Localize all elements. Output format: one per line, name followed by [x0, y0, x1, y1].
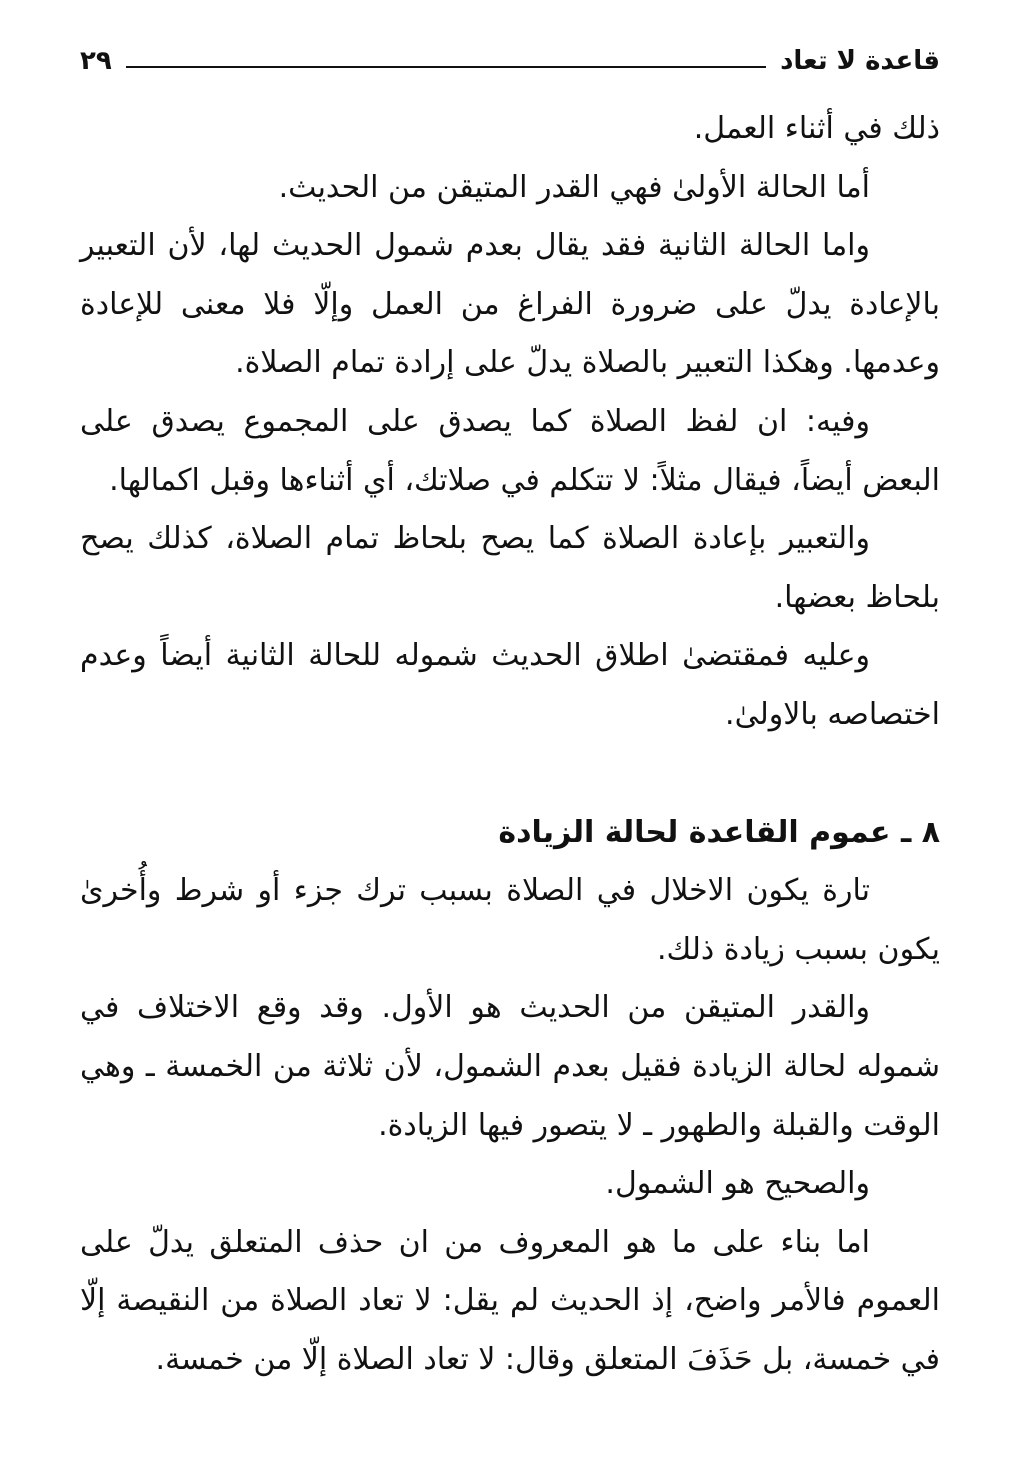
paragraph: وعليه فمقتضىٰ اطلاق الحديث شموله للحالة الثانية أيضاً وعدم اختصاصه بالاولىٰ.: [80, 638, 940, 732]
running-header: [80, 38, 940, 84]
book-page: [80, 38, 940, 1389]
paragraph: أما الحالة الأولىٰ فهي القدر المتيقن من الحديث.: [278, 169, 870, 205]
running-title: قاعدة لا تعاد: [780, 46, 940, 76]
section-heading: ٨ ـ عموم القاعدة لحالة الزيادة: [498, 814, 940, 850]
paragraph: وفيه: ان لفظ الصلاة كما يصدق على المجموع يصدق على البعض أيضاً، فيقال مثلاً: لا تتكلم في صلاتك، أي أثناءها وقبل اكمالها.: [80, 403, 940, 498]
paragraph: تارة يكون الاخلال في الصلاة بسبب ترك جزء أو شرط وأُخرىٰ يكون بسبب زيادة ذلك.: [80, 873, 940, 967]
page-body: [80, 100, 940, 1389]
paragraph: ذلك في أثناء العمل.: [693, 111, 940, 146]
page-number: ٢٩: [80, 46, 112, 76]
header-rule: [126, 66, 766, 68]
paragraph: والقدر المتيقن من الحديث هو الأول. وقد وقع الاختلاف في شموله لحالة الزيادة فقيل بعدم الشمول، لأن ثلاثة من الخمسة ـ وهي الوقت والقبلة والطهور ـ لا يتصور فيها الزيادة.: [80, 990, 940, 1143]
paragraph: اما بناء على ما هو المعروف من ان حذف المتعلق يدلّ على العموم فالأمر واضح، إذ الحديث لم يقل: لا تعاد الصلاة من النقيصة إلّا في خمسة، بل حَذَفَ المتعلق وقال: لا تعاد الصلاة إلّا من خمسة.: [80, 1224, 940, 1377]
paragraph: والصحيح هو الشمول.: [605, 1166, 870, 1202]
paragraph: والتعبير بإعادة الصلاة كما يصح بلحاظ تمام الصلاة، كذلك يصح بلحاظ بعضها.: [80, 521, 940, 615]
paragraph: واما الحالة الثانية فقد يقال بعدم شمول الحديث لها، لأن التعبير بالإعادة يدلّ على ضرورة الفراغ من العمل وإلّا فلا معنى للإعادة وعدمها. وهكذا التعبير بالصلاة يدلّ على إرادة تمام الصلاة.: [80, 228, 940, 381]
